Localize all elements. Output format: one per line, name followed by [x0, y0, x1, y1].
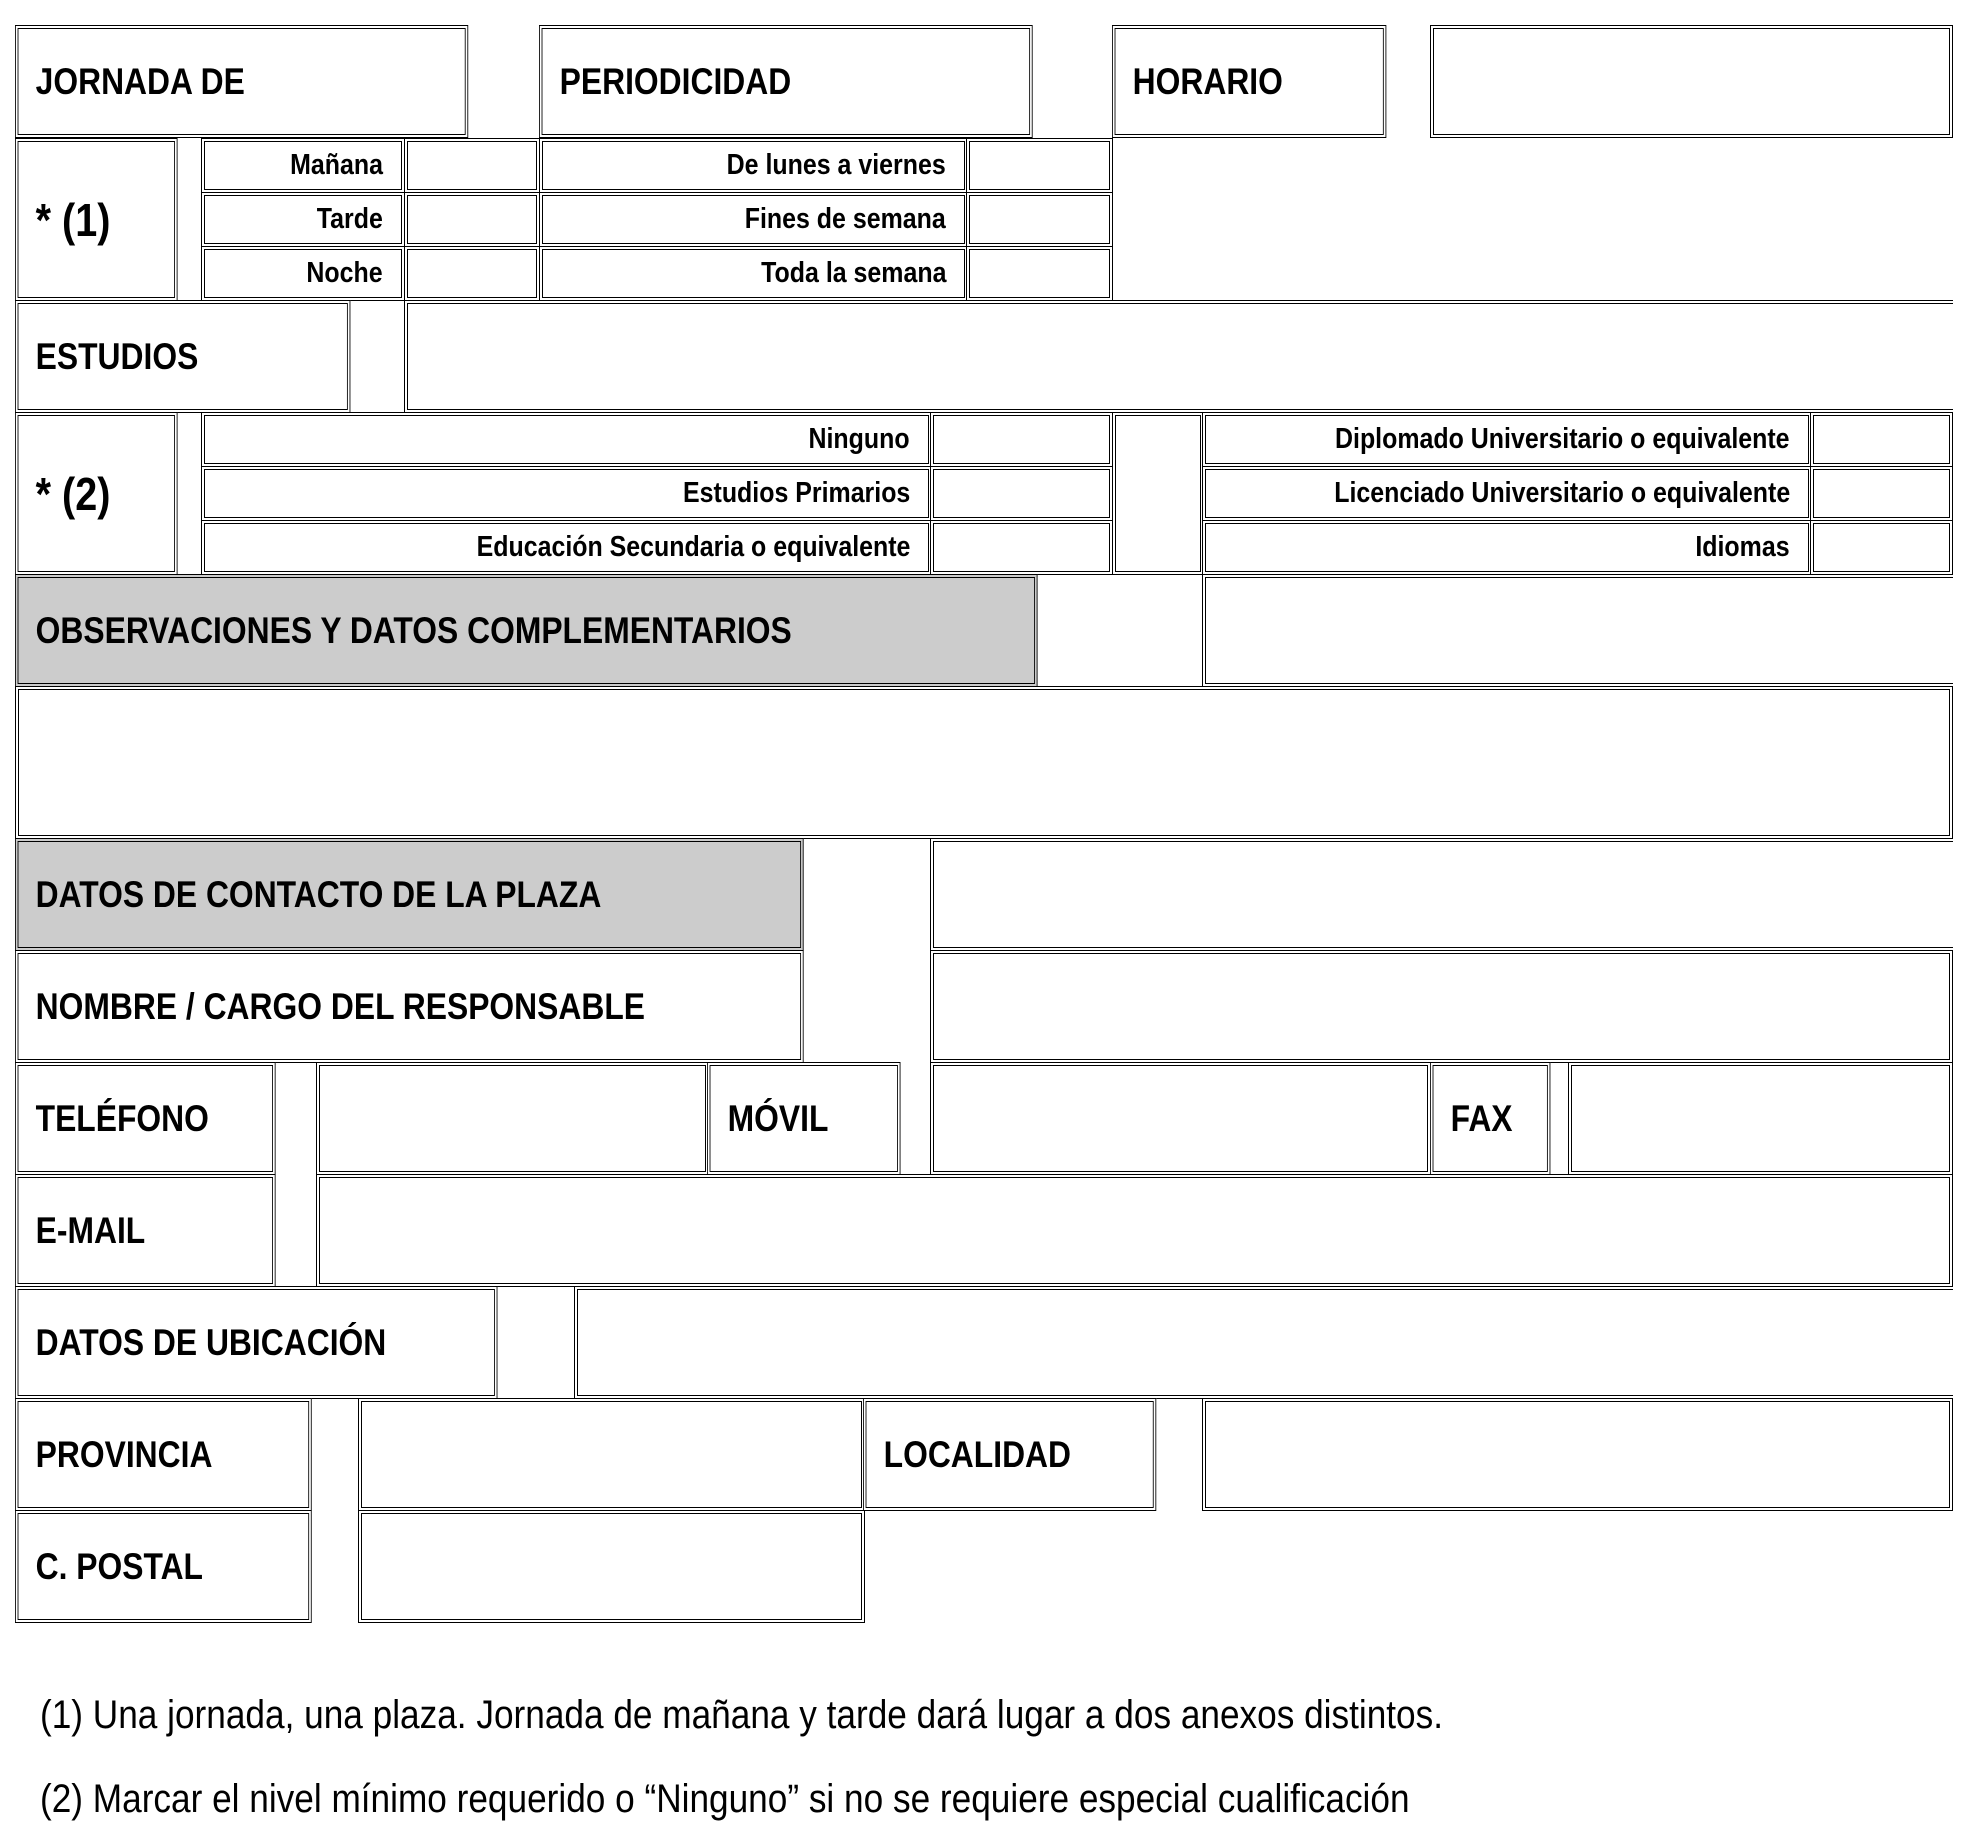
periodo-fines-semana-checkbox[interactable] [966, 192, 1113, 247]
turno-manana-label: Mañana [201, 138, 405, 193]
estudio-diplomado-label: Diplomado Universitario o equivalente [1202, 412, 1812, 467]
ref-2-label: * (2) [15, 412, 178, 575]
estudio-primarios-label: Estudios Primarios [201, 466, 932, 521]
movil-field[interactable] [930, 1062, 1431, 1175]
movil-label: MÓVIL [707, 1062, 901, 1175]
email-label: E-MAIL [15, 1174, 276, 1287]
ubicacion-field[interactable] [574, 1286, 1953, 1399]
jornada-de-label: JORNADA DE [15, 25, 468, 138]
observaciones-header: OBSERVACIONES Y DATOS COMPLEMENTARIOS [15, 574, 1038, 687]
fax-field[interactable] [1568, 1062, 1953, 1175]
turno-tarde-checkbox[interactable] [404, 192, 540, 247]
estudio-idiomas-checkbox[interactable] [1810, 520, 1953, 575]
email-field[interactable] [316, 1174, 1953, 1287]
estudio-secundaria-checkbox[interactable] [930, 520, 1113, 575]
estudio-diplomado-checkbox[interactable] [1810, 412, 1953, 467]
estudios-label: ESTUDIOS [15, 300, 350, 413]
periodo-fines-semana-label: Fines de semana [539, 192, 968, 247]
footnote-1: (1) Una jornada, una plaza. Jornada de mañana y tarde dará lugar a dos anexos distintos. [40, 1693, 1444, 1737]
responsable-field[interactable] [930, 950, 1953, 1063]
cpostal-label: C. POSTAL [15, 1510, 312, 1623]
estudios-field[interactable] [404, 300, 1953, 413]
horario-label: HORARIO [1112, 25, 1386, 138]
turno-noche-checkbox[interactable] [404, 246, 540, 301]
provincia-label: PROVINCIA [15, 1398, 312, 1511]
contacto-header: DATOS DE CONTACTO DE LA PLAZA [15, 838, 804, 951]
estudios-spacer-cell [1112, 412, 1204, 575]
localidad-label: LOCALIDAD [863, 1398, 1156, 1511]
estudio-ninguno-checkbox[interactable] [930, 412, 1113, 467]
horario-field[interactable] [1430, 25, 1953, 138]
cpostal-field[interactable] [358, 1510, 865, 1623]
footnote-2: (2) Marcar el nivel mínimo requerido o “Ninguno” si no se requiere especial cualificación [40, 1777, 1410, 1821]
observaciones-header-blank [1202, 574, 1953, 687]
telefono-label: TELÉFONO [15, 1062, 276, 1175]
turno-noche-label: Noche [201, 246, 405, 301]
observaciones-field[interactable] [15, 686, 1953, 839]
ubicacion-label: DATOS DE UBICACIÓN [15, 1286, 497, 1399]
periodicidad-label: PERIODICIDAD [539, 25, 1033, 138]
turno-manana-checkbox[interactable] [404, 138, 540, 193]
estudio-ninguno-label: Ninguno [201, 412, 932, 467]
estudio-licenciado-checkbox[interactable] [1810, 466, 1953, 521]
periodo-lunes-viernes-label: De lunes a viernes [539, 138, 968, 193]
turno-tarde-label: Tarde [201, 192, 405, 247]
estudio-primarios-checkbox[interactable] [930, 466, 1113, 521]
responsable-label: NOMBRE / CARGO DEL RESPONSABLE [15, 950, 804, 1063]
estudio-idiomas-label: Idiomas [1202, 520, 1812, 575]
fax-label: FAX [1430, 1062, 1550, 1175]
periodo-toda-semana-label: Toda la semana [539, 246, 968, 301]
provincia-field[interactable] [358, 1398, 865, 1511]
telefono-field[interactable] [316, 1062, 709, 1175]
estudio-secundaria-label: Educación Secundaria o equivalente [201, 520, 932, 575]
estudio-licenciado-label: Licenciado Universitario o equivalente [1202, 466, 1812, 521]
localidad-field[interactable] [1202, 1398, 1953, 1511]
periodo-lunes-viernes-checkbox[interactable] [966, 138, 1113, 193]
contacto-header-blank [930, 838, 1953, 951]
periodo-toda-semana-checkbox[interactable] [966, 246, 1113, 301]
ref-1-label: * (1) [15, 138, 178, 301]
